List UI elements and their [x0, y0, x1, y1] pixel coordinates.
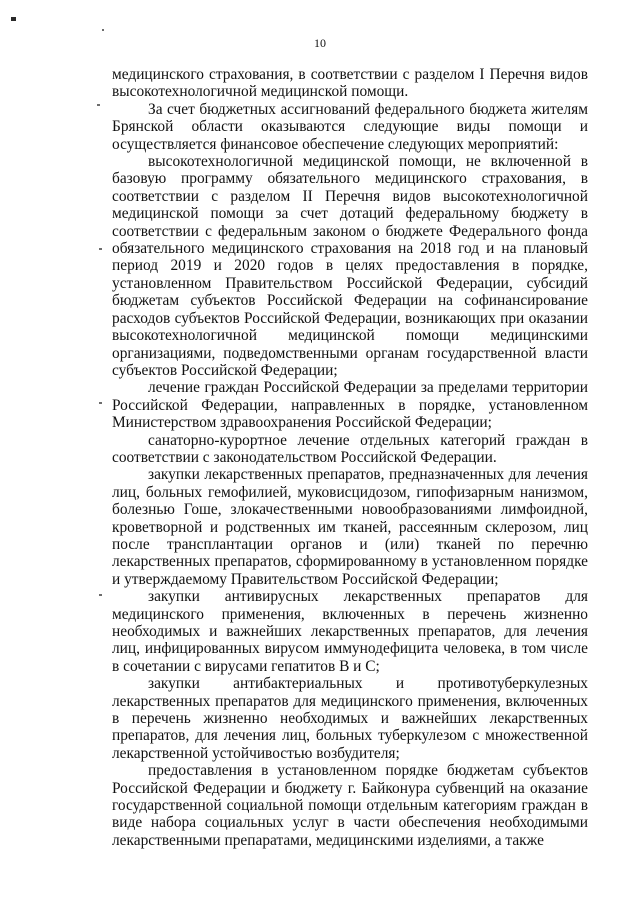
- scan-speck: [11, 17, 16, 21]
- paragraph: закупки антивирусных лекарственных препаратов для медицинского применения, включенных в перечень жизненно необходимых и важнейших лекарственных препаратов, для лечения лиц, инфицированных вирусом иммунодефицита человека, в том числе в сочетании с вирусами гепатитов B и C;: [112, 588, 588, 675]
- paragraph: закупки антибактериальных и противотуберкулезных лекарственных препаратов для медицинского применения, включенных в перечень жизненно необходимых и важнейших лекарственных препаратов, для лечения лиц, больных туберкулезом с множественной лекарственной устойчивостью возбудителя;: [112, 675, 588, 762]
- scan-speck: [99, 594, 102, 596]
- scan-speck: [97, 104, 100, 106]
- paragraph: закупки лекарственных препаратов, предназначенных для лечения лиц, больных гемофилией, муковисцидозом, гипофизарным нанизмом, болезнью Гоше, злокачественными новообразованиями лимфоидной, кроветворной и родственных им тканей, рассеянным склерозом, лиц после трансплантации органов и (или) тканей по перечню лекарственных препаратов, сформированному в установленном порядке и утверждаемому Правительством Российской Федерации;: [112, 466, 588, 588]
- paragraph: высокотехнологичной медицинской помощи, не включенной в базовую программу обязательного медицинского страхования, в соответствии с разделом II Перечня видов высокотехнологичной медицинской помощи за счет дотаций федеральному бюджету в соответствии с федеральным законом о бюджете Федерального фонда обязательного медицинского страхования на 2018 год и на плановый период 2019 и 2020 годов в целях предоставления в порядке, установленном Правительством Российской Федерации, субсидий бюджетам субъектов Российской Федерации на софинансирование расходов субъектов Российской Федерации, возникающих при оказании высокотехнологичной медицинской помощи медицинскими организациями, подведомственными органам государственной власти субъектов Российской Федерации;: [112, 153, 588, 379]
- paragraph: предоставления в установленном порядке бюджетам субъектов Российской Федерации и бюджету г. Байконура субвенций на оказание государственной социальной помощи отдельным категориям граждан в виде набора социальных услуг в части обеспечения необходимыми лекарственными препаратами, медицинскими изделиями, а также: [112, 762, 588, 849]
- scan-speck: [102, 29, 104, 31]
- scan-speck: [99, 248, 102, 250]
- scan-speck: [99, 402, 102, 404]
- document-body: [112, 66, 588, 849]
- paragraph: лечение граждан Российской Федерации за пределами территории Российской Федерации, направленных в порядке, установленном Министерством здравоохранения Российской Федерации;: [112, 379, 588, 432]
- paragraph: За счет бюджетных ассигнований федерального бюджета жителям Брянской области оказываются следующие виды помощи и осуществляется финансовое обеспечение следующих мероприятий:: [112, 100, 588, 153]
- page-number: 10: [314, 36, 326, 50]
- paragraph: медицинского страхования, в соответствии с разделом I Перечня видов высокотехнологичной медицинской помощи.: [112, 66, 588, 101]
- paragraph: санаторно-курортное лечение отдельных категорий граждан в соответствии с законодательством Российской Федерации.: [112, 431, 588, 466]
